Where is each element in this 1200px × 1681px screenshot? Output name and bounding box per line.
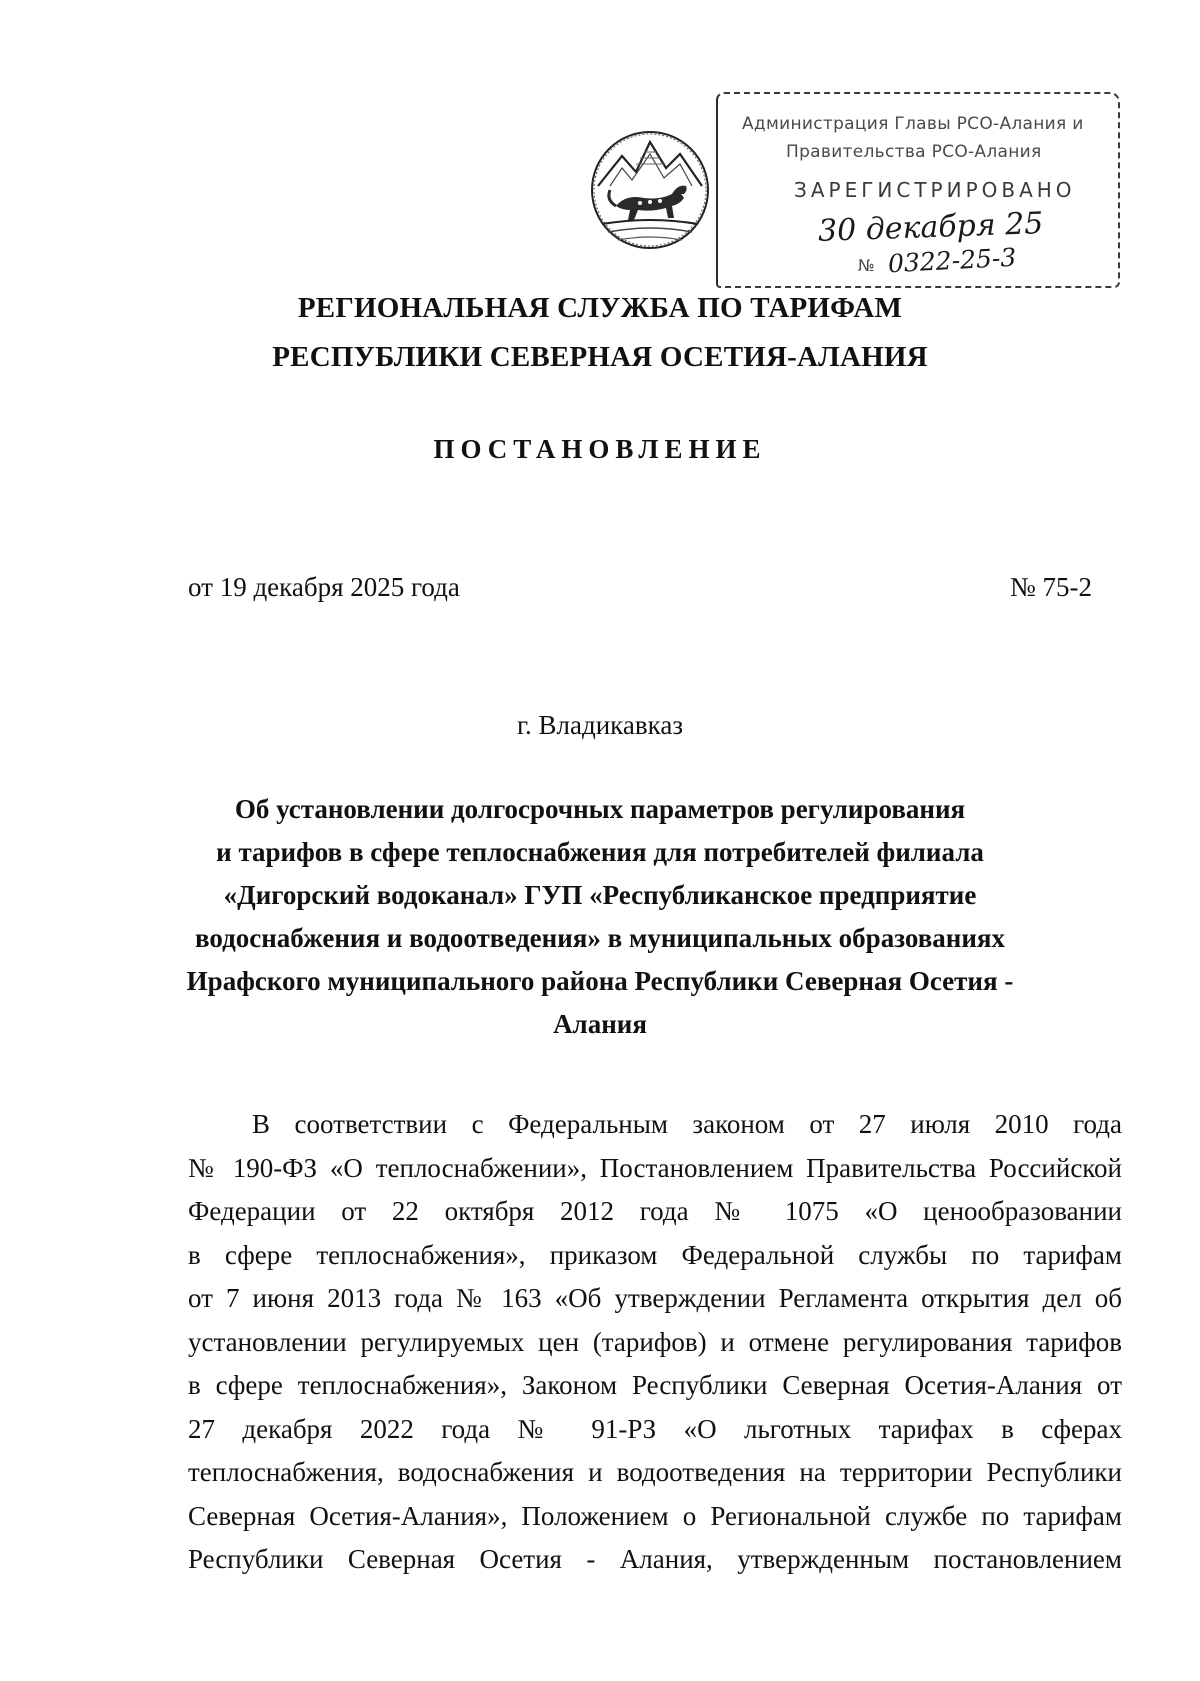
body-line: В соответствии с Федеральным законом от 27 июля 2010 года bbox=[252, 1109, 1122, 1139]
title-line: Об установлении долгосрочных параметров регулирования bbox=[234, 794, 966, 824]
title-line: «Дигорский водоканал» ГУП «Республиканское предприятие bbox=[223, 880, 977, 910]
body-line: № 190-ФЗ «О теплоснабжении», Постановлением Правительства Российской bbox=[188, 1152, 1122, 1183]
body-line: Федерации от 22 октября 2012 года № 1075 «О ценообразовании bbox=[188, 1196, 1122, 1226]
body-line: от 7 июня 2013 года № 163 «Об утверждении Регламента открытия дел об bbox=[188, 1283, 1122, 1313]
document-date: от 19 декабря 2025 года bbox=[188, 572, 460, 602]
document-body-paragraph bbox=[188, 1103, 1122, 1582]
body-line: в сфере теплоснабжения», Законом Республики Северная Осетия-Алания от bbox=[188, 1370, 1122, 1400]
body-line: 27 декабря 2022 года № 91-РЗ «О льготных тарифах в сферах bbox=[188, 1413, 1122, 1444]
document-city: г. Владикавказ bbox=[517, 710, 683, 740]
emblem-icon bbox=[588, 128, 712, 252]
organization-name-line1: РЕГИОНАЛЬНАЯ СЛУЖБА ПО ТАРИФАМ bbox=[297, 292, 903, 324]
body-line: установлении регулируемых цен (тарифов) и отмене регулирования тарифов bbox=[188, 1326, 1122, 1357]
body-line: в сфере теплоснабжения», приказом Федеральной службы по тарифам bbox=[188, 1239, 1122, 1270]
title-line: и тарифов в сфере теплоснабжения для потребителей филиала bbox=[216, 837, 984, 867]
body-line: теплоснабжения, водоснабжения и водоотведения на территории Республики bbox=[188, 1457, 1122, 1487]
body-line: Республики Северная Осетия - Алания, утвержденным постановлением bbox=[188, 1544, 1122, 1574]
stamp-authority-line2: Правительства РСО-Алания bbox=[786, 142, 1042, 162]
document-type-heading: ПОСТАНОВЛЕНИЕ bbox=[433, 434, 767, 464]
body-line: Северная Осетия-Алания», Положением о Региональной службе по тарифам bbox=[188, 1500, 1122, 1531]
stamp-number-label: № bbox=[858, 256, 875, 275]
stamp-registered-label: ЗАРЕГИСТРИРОВАНО bbox=[794, 178, 1076, 202]
stamp-handwritten-number: 0322-25-3 bbox=[887, 242, 1017, 279]
document-title bbox=[150, 788, 1050, 1046]
document-number: № 75-2 bbox=[1010, 572, 1093, 602]
title-line: водоснабжения и водоотведения» в муниципальных образованиях bbox=[194, 923, 1006, 953]
stamp-handwritten-date: 30 декабря 25 bbox=[817, 206, 1044, 249]
title-line: Ирафского муниципального района Республики Северная Осетия - bbox=[186, 966, 1014, 996]
coat-of-arms-emblem bbox=[588, 128, 712, 252]
title-line: Алания bbox=[553, 1009, 647, 1039]
organization-name-line2: РЕСПУБЛИКИ СЕВЕРНАЯ ОСЕТИЯ-АЛАНИЯ bbox=[272, 341, 928, 373]
stamp-authority-line1: Администрация Главы РСО-Алания и bbox=[742, 114, 1084, 134]
registration-stamp bbox=[716, 92, 1120, 288]
